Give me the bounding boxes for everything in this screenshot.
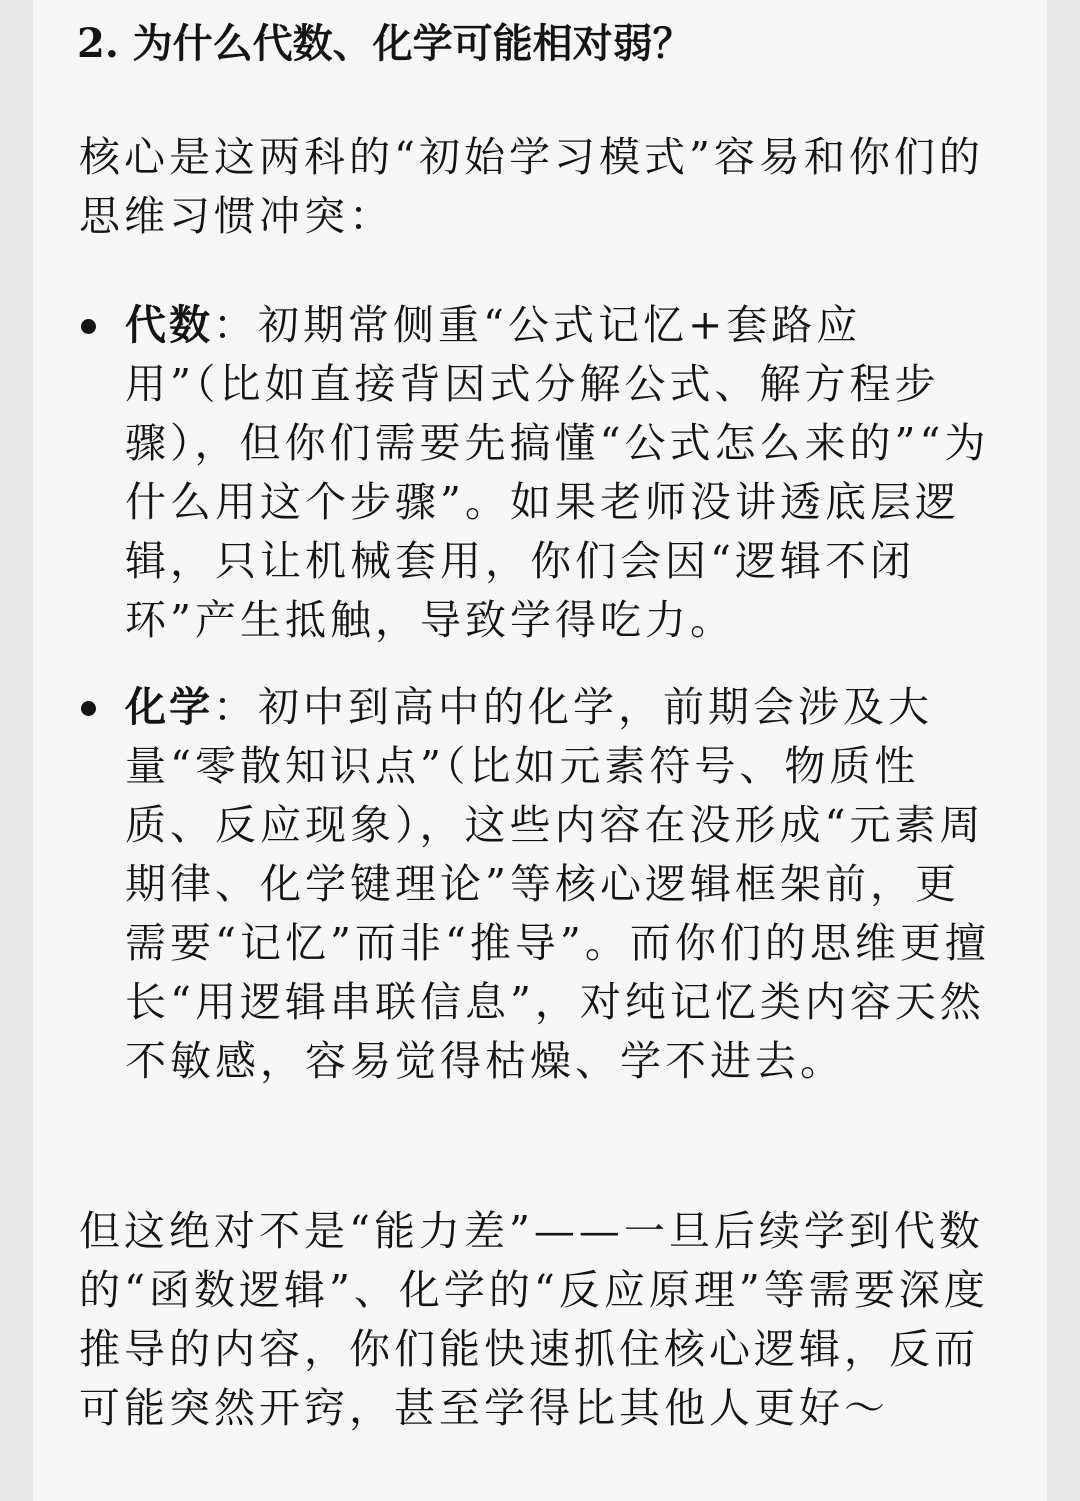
list-item-separator: ： [213, 683, 258, 731]
list-item-text: 初期常侧重“公式记忆+套路应用”（比如直接背因式分解公式、解方程步骤），但你们需要先搞懂“公式怎么来的”“为什么用这个步骤”。如果老师没讲透底层逻辑，只让机械套用，你们会因“逻辑不闭环”产生抵触，导致学得吃力。 [125, 301, 990, 644]
list-item-term: 化学 [125, 683, 213, 731]
list-item-algebra [79, 296, 999, 650]
bullet-dot-icon [81, 319, 96, 334]
list-item-text: 初中到高中的化学，前期会涉及大量“零散知识点”（比如元素符号、物质性质、反应现象），这些内容在没形成“元素周期律、化学键理论”等核心逻辑框架前，更需要“记忆”而非“推导”。而你们的思维更擅长“用逻辑串联信息”，对纯记忆类内容天然不敏感，容易觉得枯燥、学不进去。 [125, 683, 990, 1085]
conclusion-paragraph: 但这绝对不是“能力差”——一旦后续学到代数的“函数逻辑”、化学的“反应原理”等需要深度推导的内容，你们能快速抓住核心逻辑，反而可能突然开窍，甚至学得比其他人更好～ [79, 1207, 989, 1432]
list-item-term: 代数 [125, 301, 213, 349]
intro-paragraph: 核心是这两科的“初始学习模式”容易和你们的思维习惯冲突： [79, 133, 984, 240]
list-item-chemistry [79, 678, 999, 1091]
list-item-body [125, 296, 999, 650]
list-item-body [125, 678, 999, 1091]
bullet-dot-icon [81, 701, 96, 716]
section-heading: 2. 为什么代数、化学可能相对弱？ [77, 20, 693, 67]
list-item-separator: ： [213, 301, 258, 349]
document-page [33, 0, 1047, 1501]
